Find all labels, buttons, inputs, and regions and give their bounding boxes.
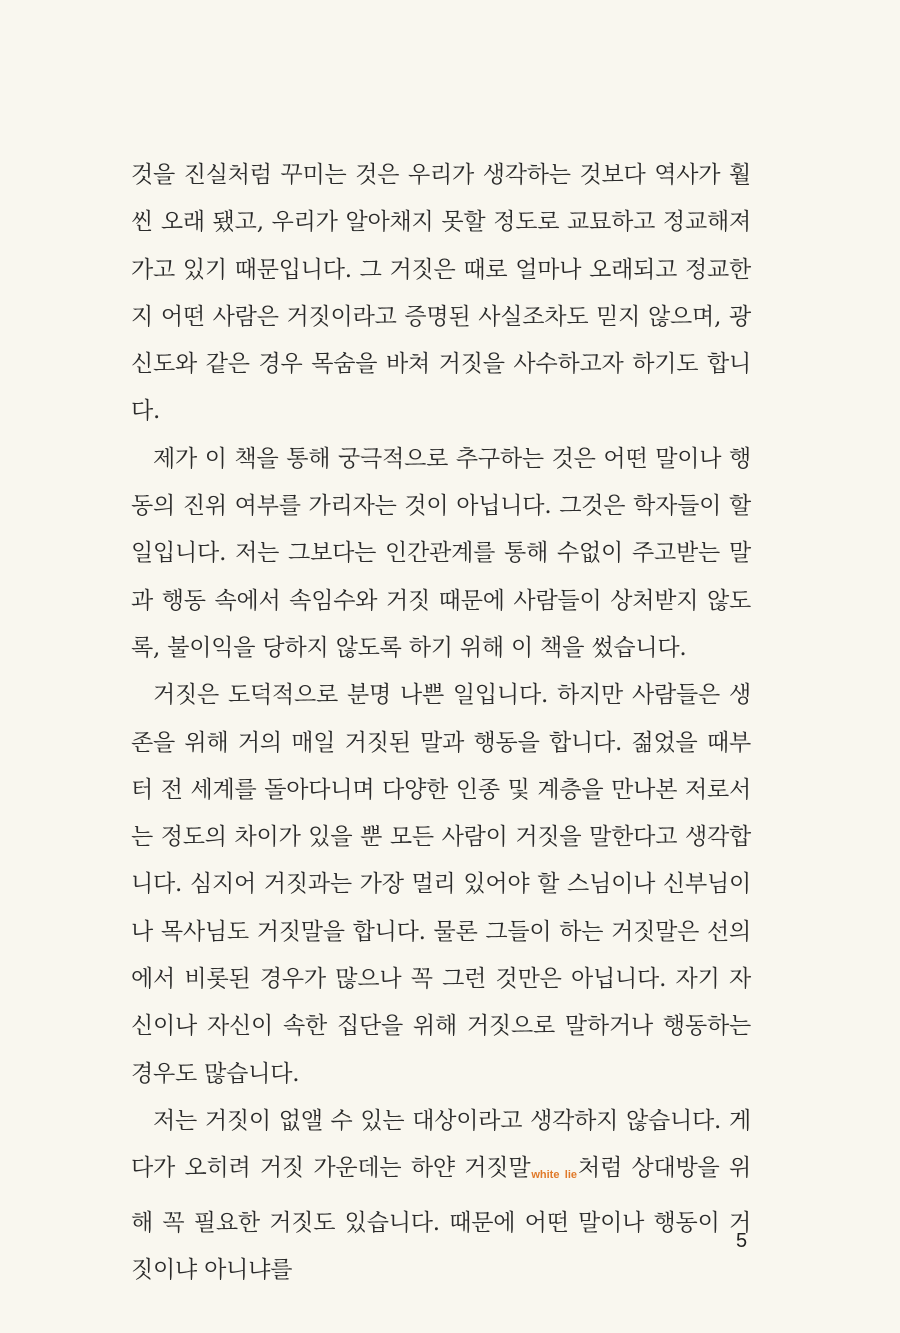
paragraph-3: 거짓은 도덕적으로 분명 나쁜 일입니다. 하지만 사람들은 생존을 위해 거의 매일 거짓된 말과 행동을 합니다. 젊었을 때부터 전 세계를 돌아다니며 다양한 인종 및 계층을 만나본 저로서는 정도의 차이가 있을 뿐 모든 사람이 거짓을 말한다고 생각합니다. 심지어 거짓과는 가장 멀리 있어야 할 스님이나 신부님이나 목사님도 거짓말을 합니다. 물론 그들이 하는 거짓말은 선의에서 비롯된 경우가 많으나 꼭 그런 것만은 아닙니다. 자기 자신이나 자신이 속한 집단을 위해 거짓으로 말하거나 행동하는 경우도 많습니다. [131,682,751,1087]
paragraph-4 [131,1098,751,1294]
body-text [131,152,751,1294]
paragraph-2: 제가 이 책을 통해 궁극적으로 추구하는 것은 어떤 말이나 행동의 진위 여부를 가리자는 것이 아닙니다. 그것은 학자들이 할 일입니다. 저는 그보다는 인간관계를 통해 수없이 주고받는 말과 행동 속에서 속임수와 거짓 때문에 사람들이 상처받지 않도록, 불이익을 당하지 않도록 하기 위해 이 책을 썼습니다. [131,445,751,661]
english-gloss: white lie [531,1169,578,1182]
paragraph-4-text-before: 저는 거짓이 없앨 수 있는 대상이라고 생각하지 않습니다. 게다가 오히려 거짓 가운데는 하얀 거짓말 [131,1107,751,1182]
paragraph-1: 것을 진실처럼 꾸미는 것은 우리가 생각하는 것보다 역사가 훨씬 오래 됐고, 우리가 알아채지 못할 정도로 교묘하고 정교해져 가고 있기 때문입니다. 그 거짓은 때로 얼마나 오래되고 정교한지 어떤 사람은 거짓이라고 증명된 사실조차도 믿지 않으며, 광신도와 같은 경우 목숨을 바쳐 거짓을 사수하고자 하기도 합니다. [131,162,751,425]
page-number: 5 [736,1230,748,1252]
paragraph-4-text-after: 처럼 상대방을 위해 꼭 필요한 거짓도 있습니다. 때문에 어떤 말이나 행동이 거짓이냐 아니냐를 [131,1155,751,1283]
